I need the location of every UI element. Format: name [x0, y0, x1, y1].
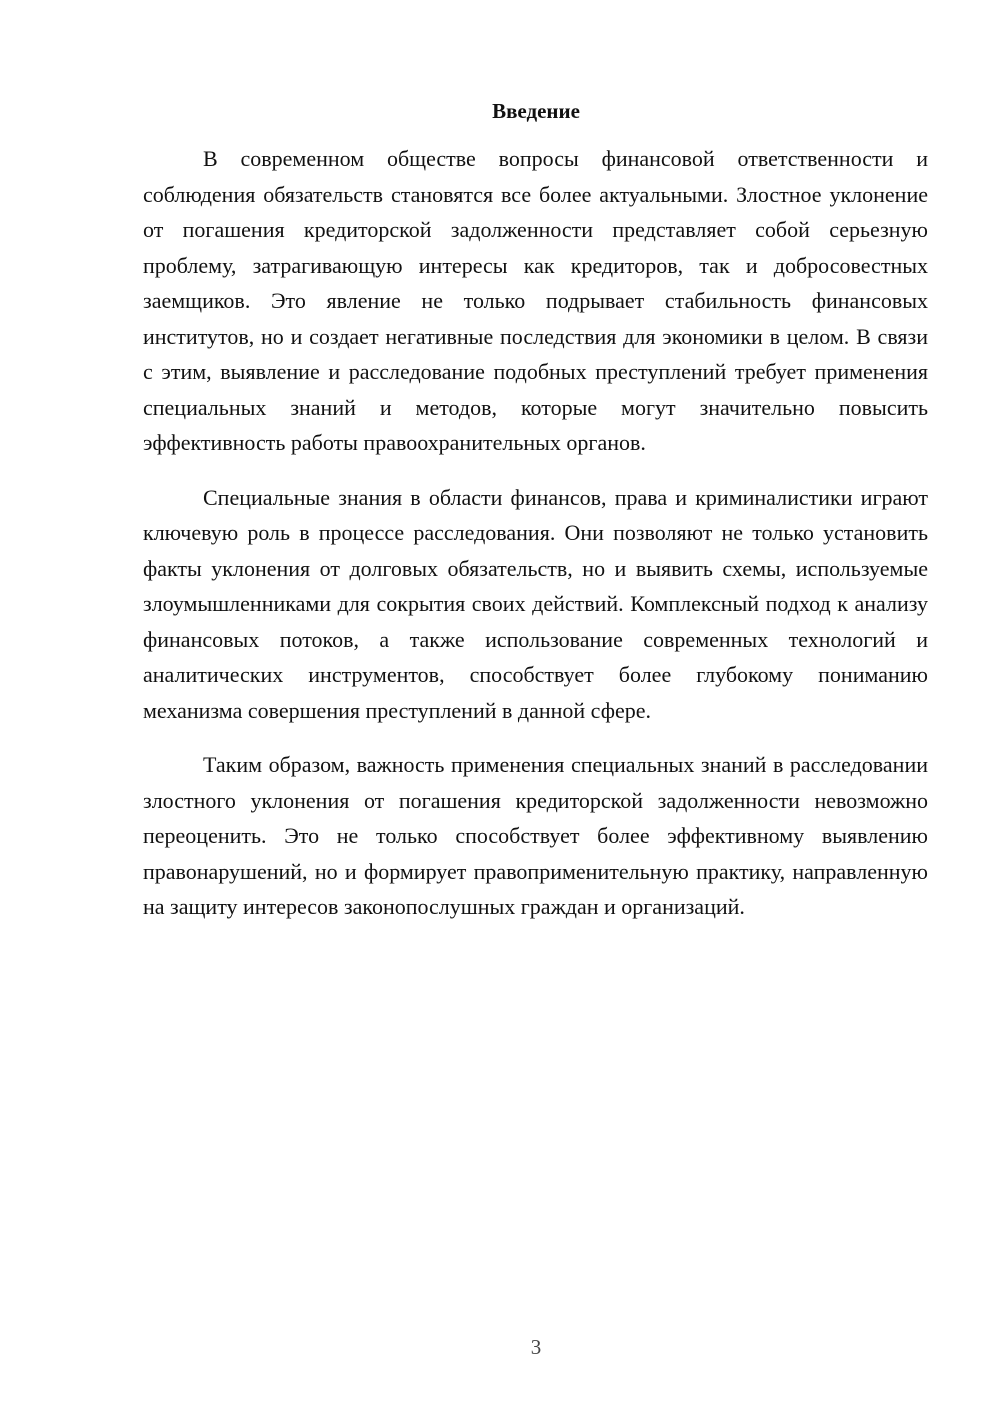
page-number: 3	[530, 1335, 542, 1359]
paragraph-1: В современном обществе вопросы финансовой ответственности и соблюдения обязательств становятся все более актуальными. Злостное уклонение от погашения кредиторской задолженности представляет собой серьезную проблему, затрагивающую интересы как кредиторов, так и добросовестных заемщиков. Это явление не только подрывает стабильность финансовых институтов, но и создает негативные последствия для экономики в целом. В связи с этим, выявление и расследование подобных преступлений требует применения специальных знаний и методов, которые могут значительно повысить эффективность работы правоохранительных органов.	[143, 146, 928, 455]
section-heading: Введение	[492, 99, 580, 123]
body-text	[143, 141, 928, 944]
paragraph-2: Специальные знания в области финансов, права и криминалистики играют ключевую роль в процессе расследования. Они позволяют не только установить факты уклонения от долговых обязательств, но и выявить схемы, используемые злоумышленниками для сокрытия своих действий. Комплексный подход к анализу финансовых потоков, а также использование современных технологий и аналитических инструментов, способствует более глубокому пониманию механизма совершения преступлений в данной сфере.	[143, 484, 928, 723]
paragraph-3: Таким образом, важность применения специальных знаний в расследовании злостного уклонения от погашения кредиторской задолженности невозможно переоценить. Это не только способствует более эффективному выявлению правонарушений, но и формирует правоприменительную практику, направленную на защиту интересов законопослушных граждан и организаций.	[143, 752, 928, 919]
